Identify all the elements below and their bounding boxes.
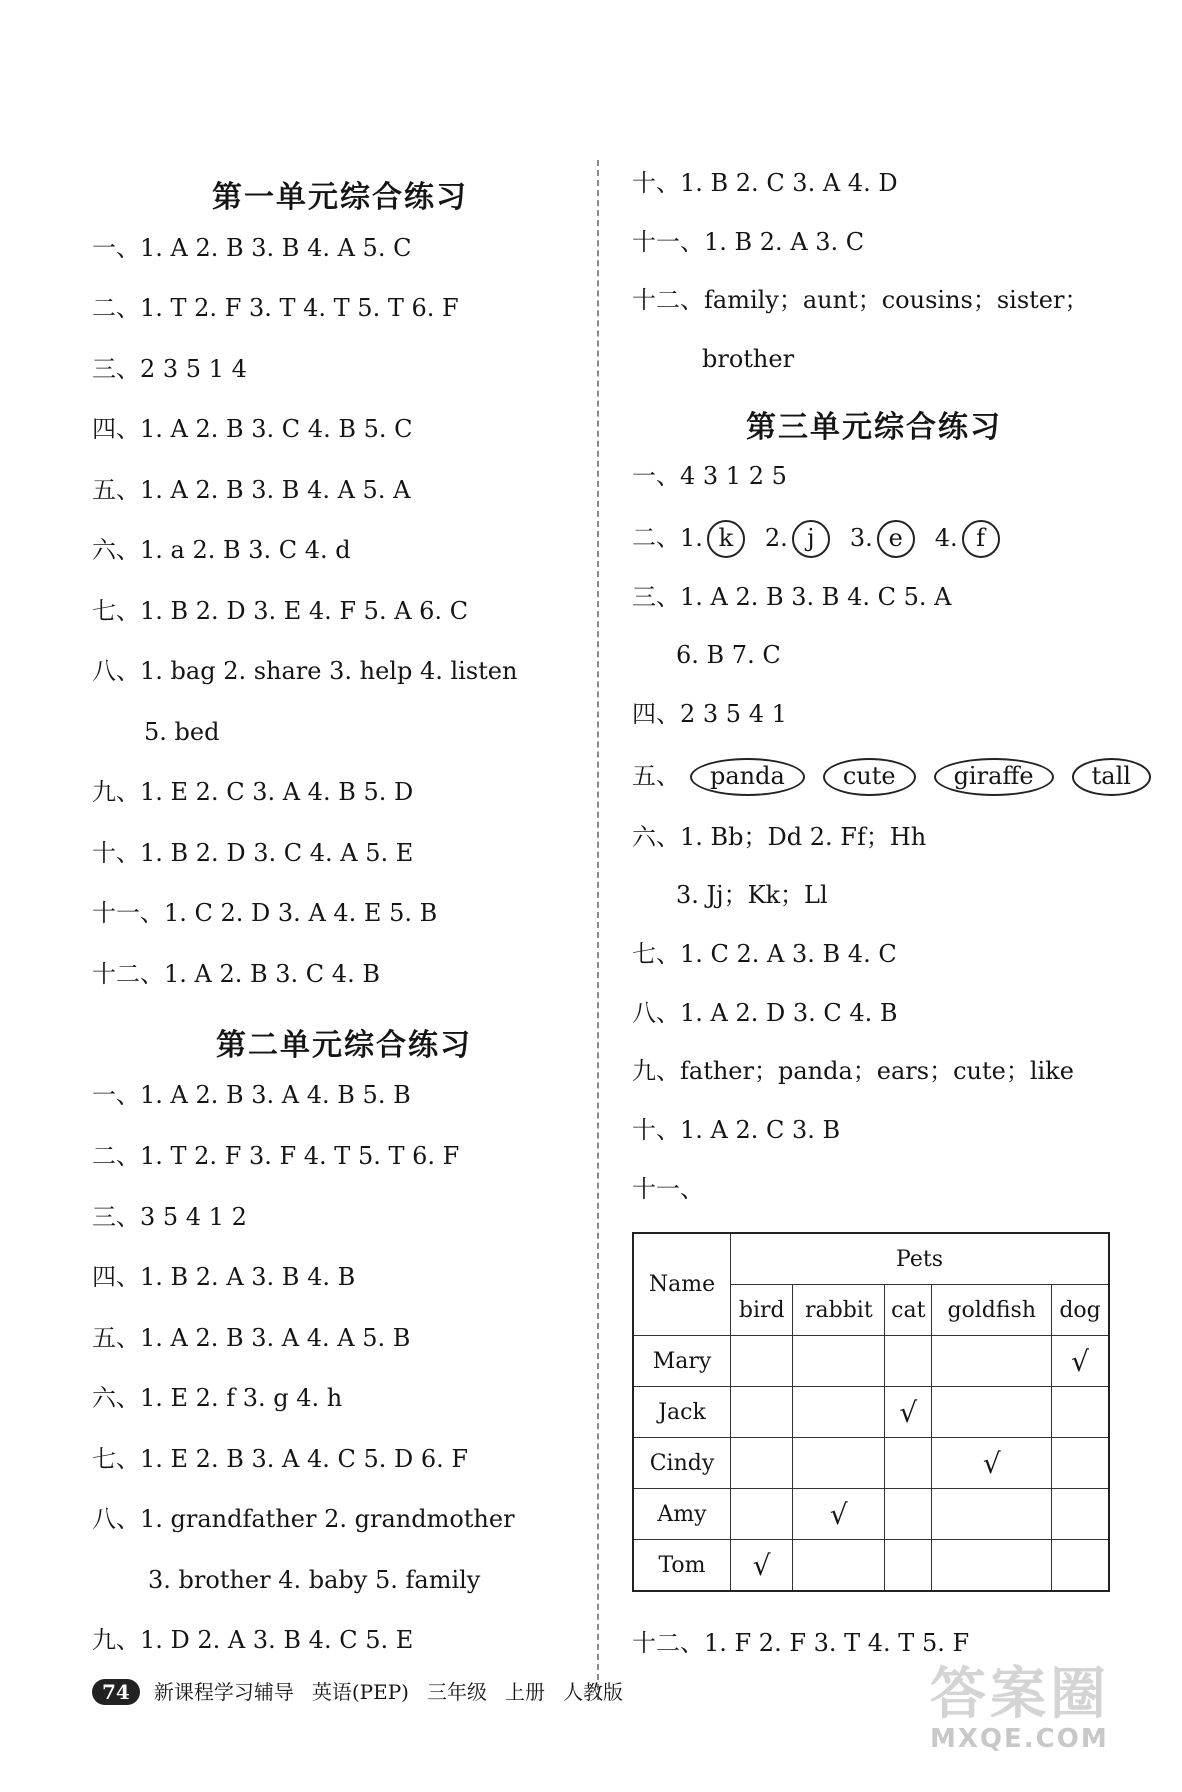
unit2-line-12: 十二、family；aunt；cousins；sister； bbox=[632, 286, 1089, 314]
column-header: rabbit bbox=[793, 1285, 885, 1336]
table-row bbox=[633, 1489, 1109, 1540]
pet-owner-name: Mary bbox=[633, 1336, 731, 1387]
column-header: cat bbox=[885, 1285, 932, 1336]
pet-cell-rabbit bbox=[793, 1540, 885, 1592]
table-row bbox=[633, 1540, 1109, 1592]
circled-letter: f bbox=[962, 520, 1000, 558]
column-header: dog bbox=[1052, 1285, 1109, 1336]
unit1-line-11: 十一、1. C 2. D 3. A 4. E 5. B bbox=[92, 899, 438, 927]
page-number-badge: 74 bbox=[92, 1679, 140, 1705]
check-mark-icon: √ bbox=[899, 1395, 918, 1429]
table-row bbox=[633, 1336, 1109, 1387]
page-footer bbox=[92, 1676, 641, 1705]
pets-group-header: Pets bbox=[731, 1233, 1110, 1285]
unit3-line-8: 八、1. A 2. D 3. C 4. B bbox=[632, 999, 898, 1027]
unit1-line-8b: 5. bed bbox=[144, 718, 220, 746]
unit3-line-4: 四、2 3 5 4 1 bbox=[632, 700, 787, 728]
pet-cell-goldfish bbox=[932, 1336, 1052, 1387]
oval-word: giraffe bbox=[934, 758, 1054, 796]
watermark-logo bbox=[930, 1650, 1170, 1780]
unit2-line-8: 八、1. grandfather 2. grandmother bbox=[92, 1505, 515, 1533]
unit2-line-5: 五、1. A 2. B 3. A 4. A 5. B bbox=[92, 1324, 411, 1352]
pet-cell-bird bbox=[731, 1387, 793, 1438]
pet-owner-name: Tom bbox=[633, 1540, 731, 1592]
unit1-line-5: 五、1. A 2. B 3. B 4. A 5. A bbox=[92, 476, 411, 504]
circle-item-2 bbox=[765, 524, 836, 552]
circled-letter: k bbox=[707, 520, 745, 558]
volume: 上册 bbox=[504, 1680, 545, 1704]
unit2-line-12b: brother bbox=[702, 345, 795, 373]
check-mark-icon: √ bbox=[982, 1446, 1001, 1480]
grade: 三年级 bbox=[426, 1680, 487, 1704]
watermark-url: MXQE.COM bbox=[930, 1724, 1109, 1754]
pet-cell-dog bbox=[1052, 1336, 1109, 1387]
circle-item-3 bbox=[850, 524, 921, 552]
unit3-line-5-prefix: 五、 bbox=[632, 761, 680, 790]
subject: 英语(PEP) bbox=[311, 1680, 409, 1704]
circle-num: 3. bbox=[849, 523, 873, 552]
pets-table bbox=[632, 1232, 1110, 1592]
unit1-line-1: 一、1. A 2. B 3. B 4. A 5. C bbox=[92, 234, 412, 262]
watermark-text: 答案圈 bbox=[930, 1662, 1110, 1727]
edition: 人教版 bbox=[562, 1680, 623, 1704]
pet-cell-dog bbox=[1052, 1387, 1109, 1438]
pet-cell-bird bbox=[731, 1489, 793, 1540]
unit3-line-11: 十一、 bbox=[632, 1175, 704, 1203]
unit2-line-7: 七、1. E 2. B 3. A 4. C 5. D 6. F bbox=[92, 1445, 469, 1473]
pet-cell-rabbit bbox=[793, 1438, 885, 1489]
circle-item-4 bbox=[935, 524, 1006, 552]
unit3-line-10: 十、1. A 2. C 3. B bbox=[632, 1116, 841, 1144]
circled-letter: j bbox=[792, 520, 830, 558]
unit2-line-6: 六、1. E 2. f 3. g 4. h bbox=[92, 1384, 343, 1412]
circle-num: 2. bbox=[764, 523, 788, 552]
unit1-line-8: 八、1. bag 2. share 3. help 4. listen bbox=[92, 657, 518, 685]
circle-item-1 bbox=[680, 524, 751, 552]
pet-cell-dog bbox=[1052, 1438, 1109, 1489]
unit1-line-4: 四、1. A 2. B 3. C 4. B 5. C bbox=[92, 415, 413, 443]
pet-cell-goldfish bbox=[932, 1489, 1052, 1540]
unit1-title: 第一单元综合练习 bbox=[212, 180, 468, 215]
check-mark-icon: √ bbox=[752, 1548, 771, 1582]
pet-cell-goldfish bbox=[932, 1438, 1052, 1489]
pet-cell-cat bbox=[885, 1489, 932, 1540]
pet-cell-bird bbox=[731, 1438, 793, 1489]
check-mark-icon: √ bbox=[829, 1497, 848, 1531]
unit2-line-3: 三、3 5 4 1 2 bbox=[92, 1203, 247, 1231]
oval-word: panda bbox=[690, 758, 805, 796]
column-header: bird bbox=[731, 1285, 793, 1336]
unit3-line-7: 七、1. C 2. A 3. B 4. C bbox=[632, 940, 897, 968]
pet-cell-cat bbox=[885, 1540, 932, 1592]
pets-header-row bbox=[633, 1233, 1109, 1285]
pet-owner-name: Amy bbox=[633, 1489, 731, 1540]
pet-cell-bird bbox=[731, 1336, 793, 1387]
unit3-line-6: 六、1. Bb；Dd 2. Ff；Hh bbox=[632, 823, 927, 851]
oval-word: tall bbox=[1072, 758, 1151, 796]
unit2-line-1: 一、1. A 2. B 3. A 4. B 5. B bbox=[92, 1081, 411, 1109]
unit1-line-12: 十二、1. A 2. B 3. C 4. B bbox=[92, 960, 380, 988]
unit3-line-3: 三、1. A 2. B 3. B 4. C 5. A bbox=[632, 583, 952, 611]
unit2-line-10: 十、1. B 2. C 3. A 4. D bbox=[632, 169, 898, 197]
unit3-line-3b: 6. B 7. C bbox=[676, 641, 781, 669]
pet-cell-cat bbox=[885, 1387, 932, 1438]
unit1-line-10: 十、1. B 2. D 3. C 4. A 5. E bbox=[92, 839, 414, 867]
pet-cell-rabbit bbox=[793, 1489, 885, 1540]
pet-owner-name: Cindy bbox=[633, 1438, 731, 1489]
unit1-line-6: 六、1. a 2. B 3. C 4. d bbox=[92, 536, 351, 564]
pet-cell-goldfish bbox=[932, 1387, 1052, 1438]
unit3-title: 第三单元综合练习 bbox=[746, 410, 1002, 445]
unit3-line-6b: 3. Jj；Kk；Ll bbox=[676, 881, 828, 909]
column-header: goldfish bbox=[932, 1285, 1052, 1336]
unit3-line-1: 一、4 3 1 2 5 bbox=[632, 462, 787, 490]
unit1-line-2: 二、1. T 2. F 3. T 4. T 5. T 6. F bbox=[92, 294, 459, 322]
pet-cell-dog bbox=[1052, 1540, 1109, 1592]
pet-cell-dog bbox=[1052, 1489, 1109, 1540]
oval-word: cute bbox=[823, 758, 916, 796]
pet-owner-name: Jack bbox=[633, 1387, 731, 1438]
check-mark-icon: √ bbox=[1071, 1344, 1089, 1378]
unit2-line-8b: 3. brother 4. baby 5. family bbox=[148, 1566, 481, 1594]
table-row bbox=[633, 1438, 1109, 1489]
name-header: Name bbox=[633, 1233, 731, 1336]
unit1-line-3: 三、2 3 5 1 4 bbox=[92, 355, 247, 383]
unit3-line-9: 九、father；panda；ears；cute；like bbox=[632, 1057, 1074, 1085]
column-divider bbox=[597, 160, 599, 1700]
unit3-line-12: 十二、1. F 2. F 3. T 4. T 5. F bbox=[632, 1629, 970, 1657]
unit2-title: 第二单元综合练习 bbox=[216, 1028, 472, 1063]
book-title: 新课程学习辅导 bbox=[153, 1680, 294, 1704]
unit2-line-11: 十一、1. B 2. A 3. C bbox=[632, 228, 865, 256]
unit3-line-5 bbox=[632, 758, 1169, 796]
unit1-line-7: 七、1. B 2. D 3. E 4. F 5. A 6. C bbox=[92, 597, 469, 625]
circle-num: 1. bbox=[680, 523, 703, 552]
unit2-line-4: 四、1. B 2. A 3. B 4. B bbox=[92, 1263, 356, 1291]
unit3-line-2-prefix: 二、 bbox=[632, 523, 680, 552]
pet-cell-rabbit bbox=[793, 1336, 885, 1387]
unit2-line-2: 二、1. T 2. F 3. F 4. T 5. T 6. F bbox=[92, 1142, 460, 1170]
circled-letter: e bbox=[877, 520, 915, 558]
pet-cell-goldfish bbox=[932, 1540, 1052, 1592]
unit3-line-2 bbox=[632, 520, 1006, 558]
pet-cell-cat bbox=[885, 1438, 932, 1489]
unit2-line-9: 九、1. D 2. A 3. B 4. C 5. E bbox=[92, 1626, 414, 1654]
unit1-line-9: 九、1. E 2. C 3. A 4. B 5. D bbox=[92, 778, 414, 806]
pet-cell-bird bbox=[731, 1540, 793, 1592]
pet-cell-cat bbox=[885, 1336, 932, 1387]
table-row bbox=[633, 1387, 1109, 1438]
pet-cell-rabbit bbox=[793, 1387, 885, 1438]
circle-num: 4. bbox=[934, 523, 958, 552]
